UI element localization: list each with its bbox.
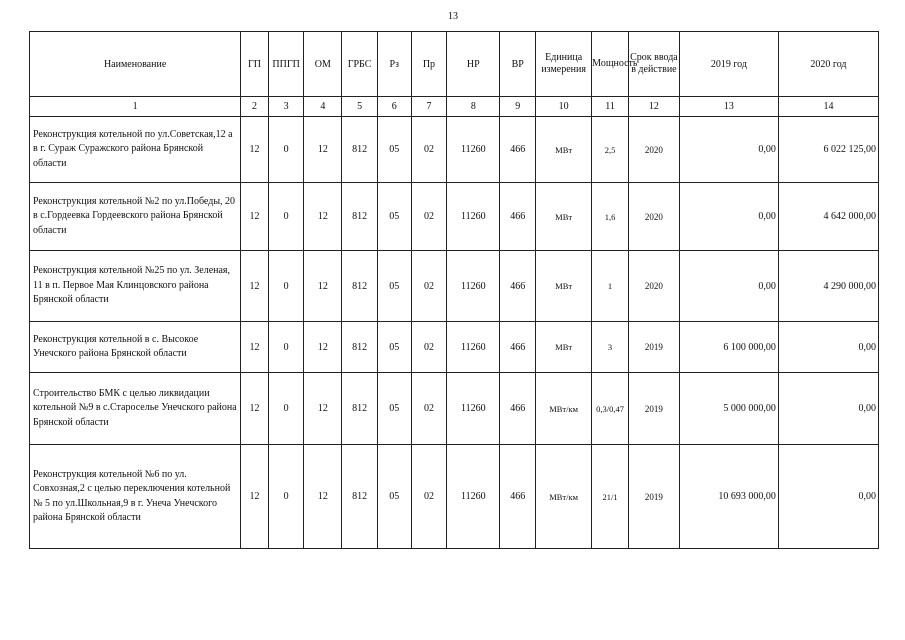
cell-unit: МВт/км [536, 373, 592, 445]
cell-year-2019: 5 000 000,00 [679, 373, 778, 445]
cell-ppgp: 0 [268, 445, 304, 549]
cell-nr: 11260 [447, 322, 500, 373]
header-term: Срок ввода в действие [628, 32, 679, 97]
table-row [30, 117, 879, 183]
header-ppgp: ППГП [268, 32, 304, 97]
cell-power: 1,6 [592, 183, 629, 251]
cell-unit: МВт/км [536, 445, 592, 549]
header-om: ОМ [304, 32, 342, 97]
cell-ppgp: 0 [268, 251, 304, 322]
cell-nr: 11260 [447, 117, 500, 183]
cell-year-2020: 0,00 [778, 322, 878, 373]
cell-grbs: 812 [342, 445, 378, 549]
cell-vr: 466 [500, 445, 536, 549]
table-body [30, 117, 879, 549]
cell-ppgp: 0 [268, 322, 304, 373]
cell-rz: 05 [377, 445, 411, 549]
cell-ppgp: 0 [268, 117, 304, 183]
cell-om: 12 [304, 445, 342, 549]
cell-ppgp: 0 [268, 183, 304, 251]
cell-gp: 12 [241, 445, 269, 549]
cell-pr: 02 [411, 183, 447, 251]
header-vr: ВР [500, 32, 536, 97]
cell-term: 2020 [628, 251, 679, 322]
cell-year-2019: 0,00 [679, 251, 778, 322]
column-number: 8 [447, 97, 500, 117]
cell-term: 2020 [628, 183, 679, 251]
cell-name: Реконструкция котельной №25 по ул. Зеленая, 11 в п. Первое Мая Клинцовского района Брянской области [30, 251, 241, 322]
cell-power: 21/1 [592, 445, 629, 549]
column-number-row [30, 97, 879, 117]
header-name: Наименование [30, 32, 241, 97]
cell-rz: 05 [377, 322, 411, 373]
cell-grbs: 812 [342, 183, 378, 251]
cell-unit: МВт [536, 322, 592, 373]
cell-vr: 466 [500, 373, 536, 445]
cell-year-2020: 0,00 [778, 445, 878, 549]
cell-pr: 02 [411, 117, 447, 183]
column-number: 1 [30, 97, 241, 117]
column-number: 6 [377, 97, 411, 117]
cell-name: Строительство БМК с целью ликвидации котельной №9 в с.Староселье Унечского района Брянской области [30, 373, 241, 445]
header-grbs: ГРБС [342, 32, 378, 97]
cell-vr: 466 [500, 251, 536, 322]
column-number: 2 [241, 97, 269, 117]
cell-grbs: 812 [342, 373, 378, 445]
cell-grbs: 812 [342, 322, 378, 373]
cell-om: 12 [304, 373, 342, 445]
cell-unit: МВт [536, 183, 592, 251]
column-number: 14 [778, 97, 878, 117]
cell-gp: 12 [241, 183, 269, 251]
cell-year-2020: 4 642 000,00 [778, 183, 878, 251]
cell-term: 2019 [628, 445, 679, 549]
cell-om: 12 [304, 117, 342, 183]
cell-nr: 11260 [447, 183, 500, 251]
cell-pr: 02 [411, 373, 447, 445]
cell-nr: 11260 [447, 251, 500, 322]
table-row [30, 322, 879, 373]
cell-om: 12 [304, 251, 342, 322]
cell-year-2020: 6 022 125,00 [778, 117, 878, 183]
cell-power: 3 [592, 322, 629, 373]
cell-om: 12 [304, 183, 342, 251]
header-rz: Рз [377, 32, 411, 97]
cell-year-2019: 6 100 000,00 [679, 322, 778, 373]
header-2020: 2020 год [778, 32, 878, 97]
column-number: 7 [411, 97, 447, 117]
column-number: 9 [500, 97, 536, 117]
cell-nr: 11260 [447, 373, 500, 445]
cell-vr: 466 [500, 322, 536, 373]
cell-gp: 12 [241, 117, 269, 183]
cell-nr: 11260 [447, 445, 500, 549]
column-number: 4 [304, 97, 342, 117]
column-number: 13 [679, 97, 778, 117]
cell-gp: 12 [241, 322, 269, 373]
cell-year-2020: 0,00 [778, 373, 878, 445]
cell-name: Реконструкция котельной №6 по ул. Совхозная,2 с целью переключения котельной № 5 по ул.Школьная,9 в г. Унеча Унечского района Брянской области [30, 445, 241, 549]
page-number: 13 [448, 11, 458, 22]
cell-name: Реконструкция котельной №2 по ул.Победы, 20 в с.Гордеевка Гордеевского района Брянской области [30, 183, 241, 251]
cell-grbs: 812 [342, 117, 378, 183]
cell-power: 0,3/0,47 [592, 373, 629, 445]
cell-rz: 05 [377, 117, 411, 183]
cell-unit: МВт [536, 251, 592, 322]
column-number: 12 [628, 97, 679, 117]
cell-year-2020: 4 290 000,00 [778, 251, 878, 322]
cell-pr: 02 [411, 445, 447, 549]
cell-gp: 12 [241, 251, 269, 322]
header-nr: НР [447, 32, 500, 97]
cell-year-2019: 0,00 [679, 183, 778, 251]
column-number: 5 [342, 97, 378, 117]
cell-rz: 05 [377, 183, 411, 251]
cell-pr: 02 [411, 251, 447, 322]
cell-pr: 02 [411, 322, 447, 373]
cell-power: 1 [592, 251, 629, 322]
cell-term: 2019 [628, 373, 679, 445]
cell-power: 2,5 [592, 117, 629, 183]
cell-ppgp: 0 [268, 373, 304, 445]
cell-rz: 05 [377, 373, 411, 445]
column-number: 3 [268, 97, 304, 117]
cell-gp: 12 [241, 373, 269, 445]
cell-term: 2019 [628, 322, 679, 373]
budget-table [29, 31, 879, 549]
header-2019: 2019 год [679, 32, 778, 97]
table-row [30, 183, 879, 251]
cell-grbs: 812 [342, 251, 378, 322]
header-row [30, 32, 879, 97]
cell-rz: 05 [377, 251, 411, 322]
cell-vr: 466 [500, 117, 536, 183]
cell-vr: 466 [500, 183, 536, 251]
header-pr: Пр [411, 32, 447, 97]
table-row [30, 373, 879, 445]
cell-name: Реконструкция котельной по ул.Советская,12 а в г. Сураж Суражского района Брянской области [30, 117, 241, 183]
column-number: 11 [592, 97, 629, 117]
table-row [30, 251, 879, 322]
cell-unit: МВт [536, 117, 592, 183]
table-row [30, 445, 879, 549]
column-number: 10 [536, 97, 592, 117]
cell-name: Реконструкция котельной в с. Высокое Унечского района Брянской области [30, 322, 241, 373]
cell-om: 12 [304, 322, 342, 373]
cell-year-2019: 0,00 [679, 117, 778, 183]
cell-year-2019: 10 693 000,00 [679, 445, 778, 549]
header-power: Мощность [592, 32, 629, 97]
cell-term: 2020 [628, 117, 679, 183]
header-unit: Единица измерения [536, 32, 592, 97]
header-gp: ГП [241, 32, 269, 97]
